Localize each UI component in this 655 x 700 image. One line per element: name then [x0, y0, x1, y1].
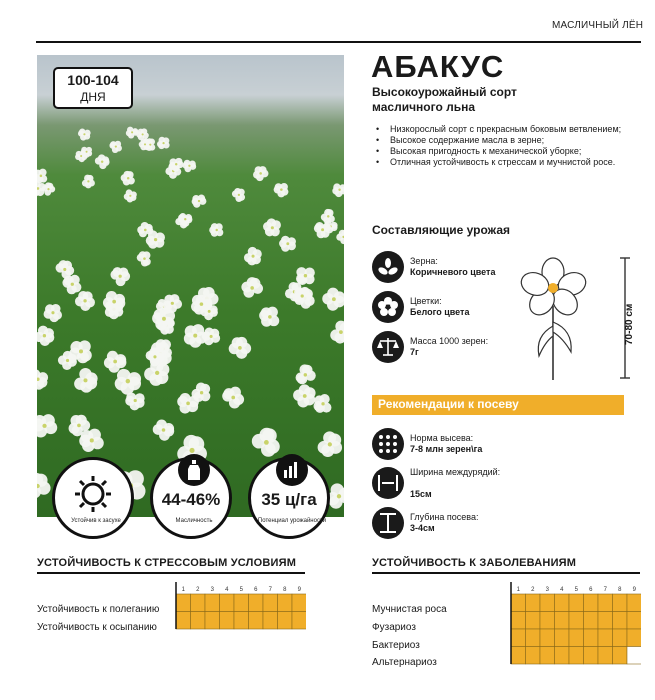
flower-blossom [37, 326, 54, 346]
scale-tick: 4 [560, 587, 564, 593]
score-cell [569, 594, 584, 612]
flower-blossom [253, 166, 268, 181]
score-cell [613, 647, 628, 665]
flower-blossom [44, 304, 62, 322]
rec-value: 7-8 млн зерен\га [410, 444, 483, 454]
scale-tick: 6 [589, 587, 593, 593]
flower-blossom [232, 188, 245, 202]
score-cell [234, 612, 249, 630]
flower-blossom [125, 392, 144, 410]
score-cell [511, 612, 526, 630]
disease-row-label: Мучнистая роса [372, 604, 447, 615]
score-cell [613, 629, 628, 647]
scale-tick: 7 [268, 587, 272, 593]
flower-blossom [74, 368, 97, 393]
score-cell [526, 647, 541, 665]
flower-blossom [137, 251, 151, 266]
flower-blossom [109, 141, 121, 153]
score-cell [569, 629, 584, 647]
flower-blossom [183, 160, 197, 172]
flower-blossom [229, 337, 251, 359]
flax-field-photo [37, 55, 344, 517]
score-cell [191, 612, 206, 630]
scale-tick: 3 [545, 587, 549, 593]
score-cell [584, 629, 599, 647]
stress-divider [37, 572, 305, 574]
flower-blossom [192, 195, 207, 208]
component-label: Зерна: [410, 256, 438, 266]
score-cell [627, 629, 641, 647]
maturity-days: 100-104 [67, 72, 119, 88]
score-cell [584, 612, 599, 630]
score-cell [220, 612, 235, 630]
flower-blossom [209, 223, 223, 237]
flower-blossom [184, 324, 207, 348]
depth-icon [372, 507, 404, 539]
drought-sun-icon [55, 474, 131, 519]
stress-score-grid [172, 582, 306, 634]
rec-value: 15см [410, 489, 432, 499]
score-cell [278, 612, 293, 630]
disease-section-title: УСТОЙЧИВОСТЬ К ЗАБОЛЕВАНИЯМ [372, 557, 577, 569]
component-value: Коричневого цвета [410, 267, 496, 277]
score-cell [278, 594, 293, 612]
flower-blossom [296, 364, 316, 384]
score-cell [526, 594, 541, 612]
flower-blossom [322, 288, 344, 311]
scale-tick: 1 [181, 587, 185, 593]
score-cell [220, 594, 235, 612]
scale-tick: 2 [531, 587, 535, 593]
disease-divider [372, 572, 640, 574]
flower-blossom [75, 291, 95, 311]
stress-row-label: Устойчивость к осыпанию [37, 622, 157, 633]
flower-blossom [293, 384, 315, 407]
row-spacing-icon [372, 467, 404, 499]
component-mass [372, 331, 532, 365]
scale-tick: 5 [574, 587, 578, 593]
flower-blossom [82, 175, 95, 189]
stress-row-label: Устойчивость к полеганию [37, 604, 160, 615]
scale-tick: 6 [254, 587, 258, 593]
stress-section-title: УСТОЙЧИВОСТЬ К СТРЕССОВЫМ УСЛОВИЯМ [37, 557, 297, 569]
flower-blossom [321, 209, 335, 224]
disease-row-label: Фузариоз [372, 622, 416, 633]
score-cell [540, 629, 555, 647]
score-cell [249, 612, 264, 630]
disease-row-label: Альтернариоз [372, 657, 437, 668]
flower-blossom [222, 387, 244, 409]
score-cell [526, 629, 541, 647]
flower-blossom [336, 230, 344, 244]
flower-blossom [146, 230, 165, 248]
yield-components-title: Составляющие урожая [372, 223, 511, 237]
maturity-badge [53, 67, 133, 109]
disease-score-grid [507, 582, 641, 668]
score-cell [249, 594, 264, 612]
flower-icon [372, 291, 404, 323]
flower-blossom [191, 383, 210, 403]
flower-blossom [259, 307, 279, 327]
flower-blossom [95, 154, 110, 169]
recommendations-title: Рекомендации к посеву [372, 395, 624, 415]
scale-tick: 3 [210, 587, 214, 593]
flower-blossom [56, 260, 75, 279]
scale-tick: 8 [283, 587, 287, 593]
component-label: Цветки: [410, 296, 442, 306]
flower-blossom [296, 267, 315, 285]
score-cell [526, 612, 541, 630]
flower-blossom [115, 369, 141, 395]
score-cell [555, 612, 570, 630]
scale-tick: 1 [516, 587, 520, 593]
flower-blossom [121, 171, 135, 186]
score-cell [627, 594, 641, 612]
score-cell [569, 612, 584, 630]
product-subtitle: Высокоурожайный сорт масличного льна [372, 85, 517, 114]
score-cell [263, 594, 278, 612]
feature-item: • Высокая пригодность к механической уборке; [376, 146, 636, 157]
scale-tick: 4 [225, 587, 229, 593]
flower-blossom [152, 309, 175, 330]
stat-label: Масличность [175, 518, 213, 524]
score-cell [234, 594, 249, 612]
flower-blossom [252, 428, 280, 457]
score-cell [292, 612, 306, 630]
score-cell [598, 629, 613, 647]
flower-blossom [318, 431, 342, 457]
rec-label: Ширина междурядий: [410, 467, 501, 477]
stat-drought [52, 457, 134, 539]
flower-blossom [274, 183, 289, 197]
component-flower [372, 291, 532, 325]
flower-blossom [330, 321, 344, 344]
category-label: МАСЛИЧНЫЙ ЛЁН [552, 20, 644, 31]
scales-icon [372, 331, 404, 363]
maturity-unit: ДНЯ [80, 90, 106, 104]
score-cell [511, 629, 526, 647]
stat-value: 44-46% [161, 490, 221, 509]
flower-blossom [332, 183, 344, 197]
oil-bottle-icon [178, 454, 210, 486]
flower-blossom [244, 247, 262, 265]
scale-tick: 9 [632, 587, 636, 593]
top-divider [36, 41, 641, 43]
component-value: Белого цвета [410, 307, 470, 317]
stat-oil [150, 457, 232, 539]
feature-item: • Высокое содержание масла в зерне; [376, 135, 636, 146]
scale-tick: 7 [603, 587, 607, 593]
score-cell [627, 612, 641, 630]
stat-yield [248, 457, 330, 539]
scale-tick: 5 [239, 587, 243, 593]
score-cell [627, 647, 641, 665]
flower-blossom [79, 429, 104, 452]
score-cell [613, 594, 628, 612]
flower-blossom [62, 275, 81, 295]
product-name: АБАКУС [371, 49, 505, 84]
feature-item: • Отличная устойчивость к стрессам и мучнистой росе. [376, 157, 636, 168]
score-cell [555, 629, 570, 647]
flower-blossom [313, 394, 331, 413]
scale-tick: 8 [618, 587, 622, 593]
plant-height: 70-80 см [624, 303, 635, 345]
score-cell [584, 647, 599, 665]
flower-blossom [263, 218, 281, 236]
score-cell [584, 594, 599, 612]
rec-value: 3-4см [410, 523, 435, 533]
feature-item: • Низкорослый сорт с прекрасным боковым ветвлением; [376, 124, 636, 135]
score-cell [598, 647, 613, 665]
scale-tick: 2 [196, 587, 200, 593]
seed-dots-icon [372, 428, 404, 460]
score-cell [511, 594, 526, 612]
score-cell [263, 612, 278, 630]
rec-label: Глубина посева: [410, 512, 479, 522]
score-cell [569, 647, 584, 665]
flower-blossom [37, 414, 57, 437]
score-cell [555, 647, 570, 665]
score-cell [176, 612, 191, 630]
feature-list [376, 124, 636, 168]
component-label: Масса 1000 зерен: [410, 336, 489, 346]
flower-blossom [279, 236, 296, 252]
score-cell [613, 612, 628, 630]
flower-blossom [124, 189, 137, 202]
scale-tick: 9 [297, 587, 301, 593]
flax-plant-illustration [515, 256, 635, 386]
flower-blossom [153, 420, 174, 441]
score-cell [205, 594, 220, 612]
rec-label: Норма высева: [410, 433, 474, 443]
bar-chart-icon [276, 454, 308, 486]
component-grain [372, 251, 532, 285]
score-cell [598, 594, 613, 612]
score-cell [598, 612, 613, 630]
score-cell [176, 594, 191, 612]
flower-blossom [314, 222, 331, 238]
flower-blossom [157, 137, 170, 149]
grain-icon [372, 251, 404, 283]
score-cell [292, 594, 306, 612]
score-cell [540, 594, 555, 612]
stat-value: 35 ц/га [261, 490, 317, 509]
disease-row-label: Бактериоз [372, 640, 420, 651]
score-cell [191, 594, 206, 612]
flower-blossom [37, 169, 47, 184]
flower-blossom [78, 129, 91, 141]
score-cell [205, 612, 220, 630]
score-cell [511, 647, 526, 665]
stat-label: Потенциал урожайности [257, 518, 327, 524]
flower-blossom [110, 267, 130, 286]
flower-blossom [37, 473, 51, 499]
flower-blossom [241, 277, 263, 298]
score-cell [555, 594, 570, 612]
flower-blossom [37, 369, 48, 389]
score-cell [540, 612, 555, 630]
flower-blossom [126, 127, 139, 139]
stat-label: Устойчив к засухе [71, 518, 121, 524]
score-cell [540, 647, 555, 665]
component-value: 7г [410, 347, 419, 357]
